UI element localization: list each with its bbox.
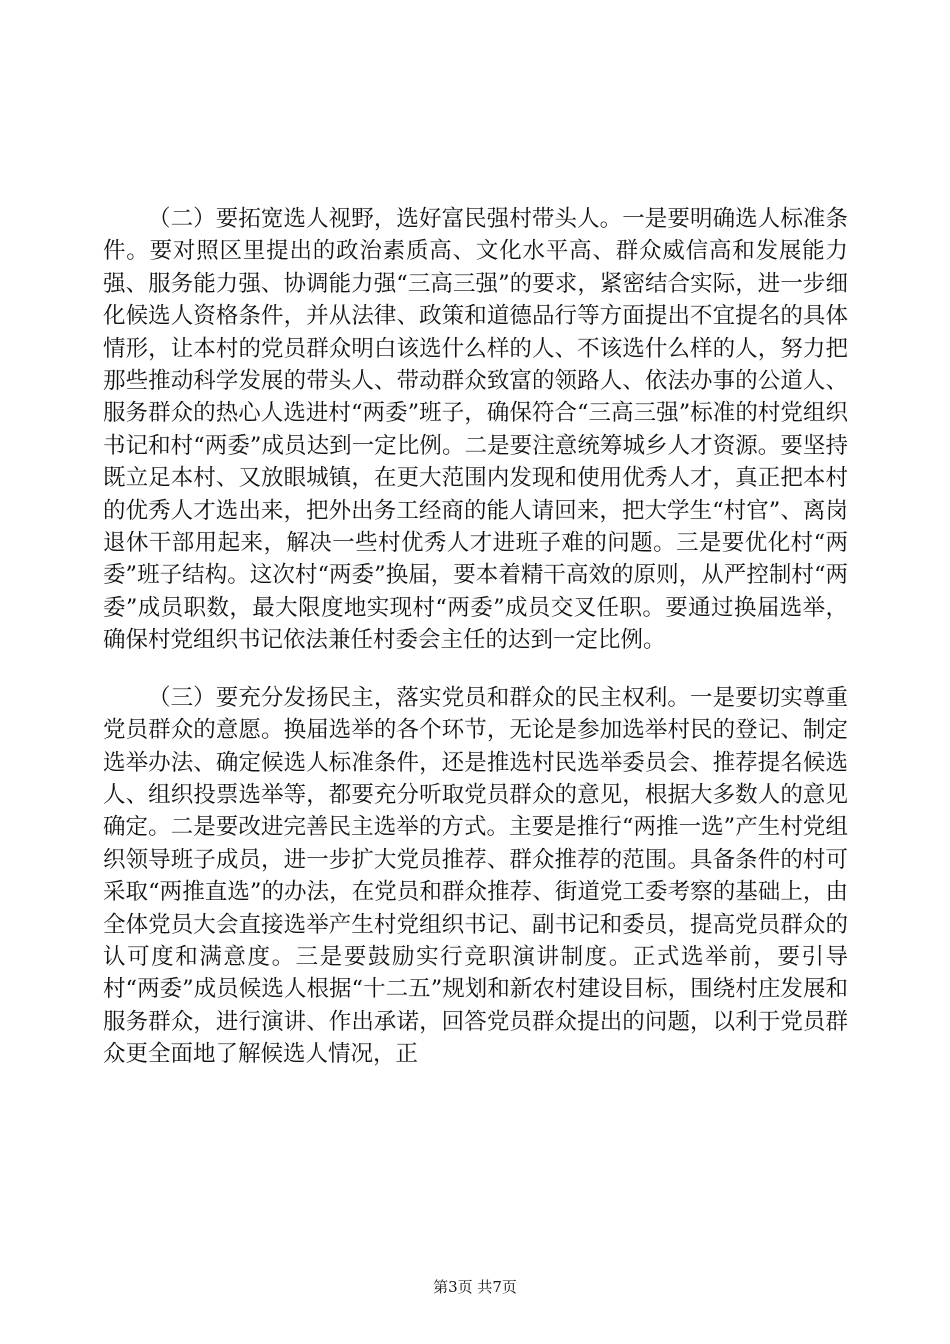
page-footer: 第3页 共7页 bbox=[433, 1278, 517, 1296]
document-body bbox=[103, 203, 848, 1071]
paragraph-three: （三）要充分发扬民主，落实党员和群众的民主权利。一是要切实尊重党员群众的意愿。换届选举的各个环节，无论是参加选举村民的登记、制定选举办法、确定候选人标准条件，还是推选村民选举委员会、推荐提名候选人、组织投票选举等，都要充分听取党员群众的意见，根据大多数人的意见确定。二是要改进完善民主选举的方式。主要是推行“两推一选”产生村党组织领导班子成员，进一步扩大党员推荐、群众推荐的范围。具备条件的村可采取“两推直选”的办法，在党员和群众推荐、街道党工委考察的基础上，由全体党员大会直接选举产生村党组织书记、副书记和委员，提高党员群众的认可度和满意度。三是要鼓励实行竞职演讲制度。正式选举前，要引导村“两委”成员候选人根据“十二五”规划和新农村建设目标，围绕村庄发展和服务群众，进行演讲、作出承诺，回答党员群众提出的问题，以利于党员群众更全面地了解候选人情况，正 bbox=[103, 684, 848, 1068]
paragraph-two: （二）要拓宽选人视野，选好富民强村带头人。一是要明确选人标准条件。要对照区里提出的政治素质高、文化水平高、群众威信高和发展能力强、服务能力强、协调能力强“三高三强”的要求，紧密结合实际，进一步细化候选人资格条件，并从法律、政策和道德品行等方面提出不宜提名的具体情形，让本村的党员群众明白该选什么样的人、不该选什么样的人，努力把那些推动科学发展的带头人、带动群众致富的领路人、依法办事的公道人、服务群众的热心人选进村“两委”班子，确保符合“三高三强”标准的村党组织书记和村“两委”成员达到一定比例。二是要注意统筹城乡人才资源。要坚持既立足本村、又放眼城镇，在更大范围内发现和使用优秀人才，真正把本村的优秀人才选出来，把外出务工经商的能人请回来，把大学生“村官”、离岗退休干部用起来，解决一些村优秀人才进班子难的问题。三是要优化村“两委”班子结构。这次村“两委”换届，要本着精干高效的原则，从严控制村“两委”成员职数，最大限度地实现村“两委”成员交叉任职。要通过换届选举，确保村党组织书记依法兼任村委会主任的达到一定比例。 bbox=[103, 206, 848, 654]
